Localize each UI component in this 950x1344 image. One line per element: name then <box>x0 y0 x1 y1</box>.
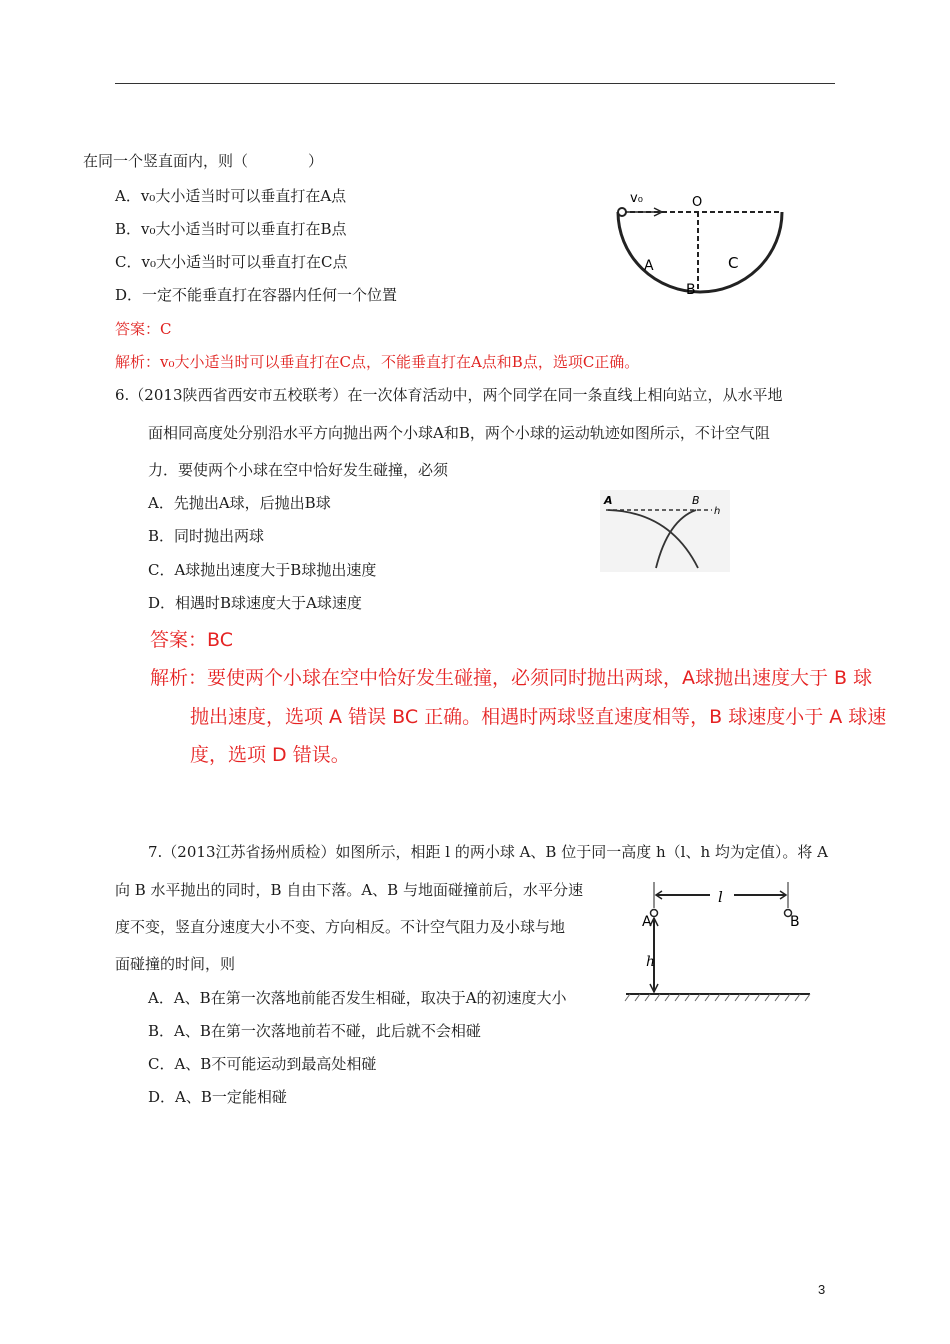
q7-option-d: D．A、B一定能相碰 <box>148 1088 287 1106</box>
q5-stem-tail: 在同一个竖直面内，则（ ） <box>83 152 324 170</box>
q5-fig-a: A <box>644 258 654 274</box>
q7-stem-4: 面碰撞的时间，则 <box>115 955 236 973</box>
q6-option-a: A．先抛出A球，后抛出B球 <box>148 494 331 512</box>
q7-stem-1: 7.（2013江苏省扬州质检）如图所示，相距 l 的两小球 A、B 位于同一高度 h（l、h 均为定值）。将 A <box>148 843 828 861</box>
q6-trajectory-figure <box>600 490 730 572</box>
q6-stem-2: 面相同高度处分别沿水平方向抛出两个小球A和B，两个小球的运动轨迹如图所示，不计空气阻 <box>148 424 770 442</box>
q5-fig-b: B <box>686 282 696 298</box>
q5-answer: 答案：C <box>115 320 172 338</box>
q6-answer: 答案：BC <box>150 629 233 651</box>
q7-fig-b: B <box>790 914 800 930</box>
q7-stem-3: 度不变，竖直分速度大小不变、方向相反。不计空气阻力及小球与地 <box>115 918 566 936</box>
q6-option-c: C．A球抛出速度大于B球抛出速度 <box>148 561 377 579</box>
q6-fig-h: h <box>714 506 721 517</box>
header-rule <box>115 83 835 84</box>
q5-fig-o: O <box>692 195 703 210</box>
q5-hemisphere-figure <box>610 188 790 300</box>
q6-stem-3: 力．要使两个小球在空中恰好发生碰撞，必须 <box>148 461 449 479</box>
q7-fig-h: h <box>646 954 656 970</box>
q5-option-a: A．v₀大小适当时可以垂直打在A点 <box>115 187 347 205</box>
q6-option-b: B．同时抛出两球 <box>148 527 265 545</box>
q7-stem-2: 向 B 水平抛出的同时，B 自由下落。A、B 与地面碰撞前后，水平分速 <box>115 881 583 899</box>
q5-fig-c: C <box>728 254 739 272</box>
q5-option-d: D．一定不能垂直打在容器内任何一个位置 <box>115 286 398 304</box>
q5-fig-v0: v₀ <box>630 191 643 206</box>
q7-fig-a: A <box>642 914 652 930</box>
q5-analysis: 解析：v₀大小适当时可以垂直打在C点，不能垂直打在A点和B点，选项C正确。 <box>115 353 640 371</box>
page-number: 3 <box>818 1282 826 1297</box>
q7-option-a: A．A、B在第一次落地前能否发生相碰，取决于A的初速度大小 <box>148 989 567 1007</box>
q6-analysis-3: 度，选项 D 错误。 <box>190 744 350 766</box>
q7-option-b: B．A、B在第一次落地前若不碰，此后就不会相碰 <box>148 1022 481 1040</box>
q7-fig-l: l <box>718 888 723 906</box>
q5-option-c: C．v₀大小适当时可以垂直打在C点 <box>115 253 348 271</box>
q6-analysis-2: 抛出速度，选项 A 错误 BC 正确。相遇时两球竖直速度相等，B 球速度小于 A 球速 <box>190 706 887 728</box>
q6-fig-a: A <box>604 494 613 507</box>
q7-two-balls-figure <box>622 878 814 1004</box>
q6-fig-b: B <box>692 494 700 507</box>
q5-option-b: B．v₀大小适当时可以垂直打在B点 <box>115 220 347 238</box>
q6-analysis-1: 解析：要使两个小球在空中恰好发生碰撞，必须同时抛出两球，A球抛出速度大于 B 球 <box>150 667 873 689</box>
q6-stem-1: 6.（2013陕西省西安市五校联考）在一次体育活动中，两个同学在同一条直线上相向站立，从水平地 <box>115 386 783 404</box>
q7-option-c: C．A、B不可能运动到最高处相碰 <box>148 1055 377 1073</box>
q6-option-d: D．相遇时B球速度大于A球速度 <box>148 594 362 612</box>
